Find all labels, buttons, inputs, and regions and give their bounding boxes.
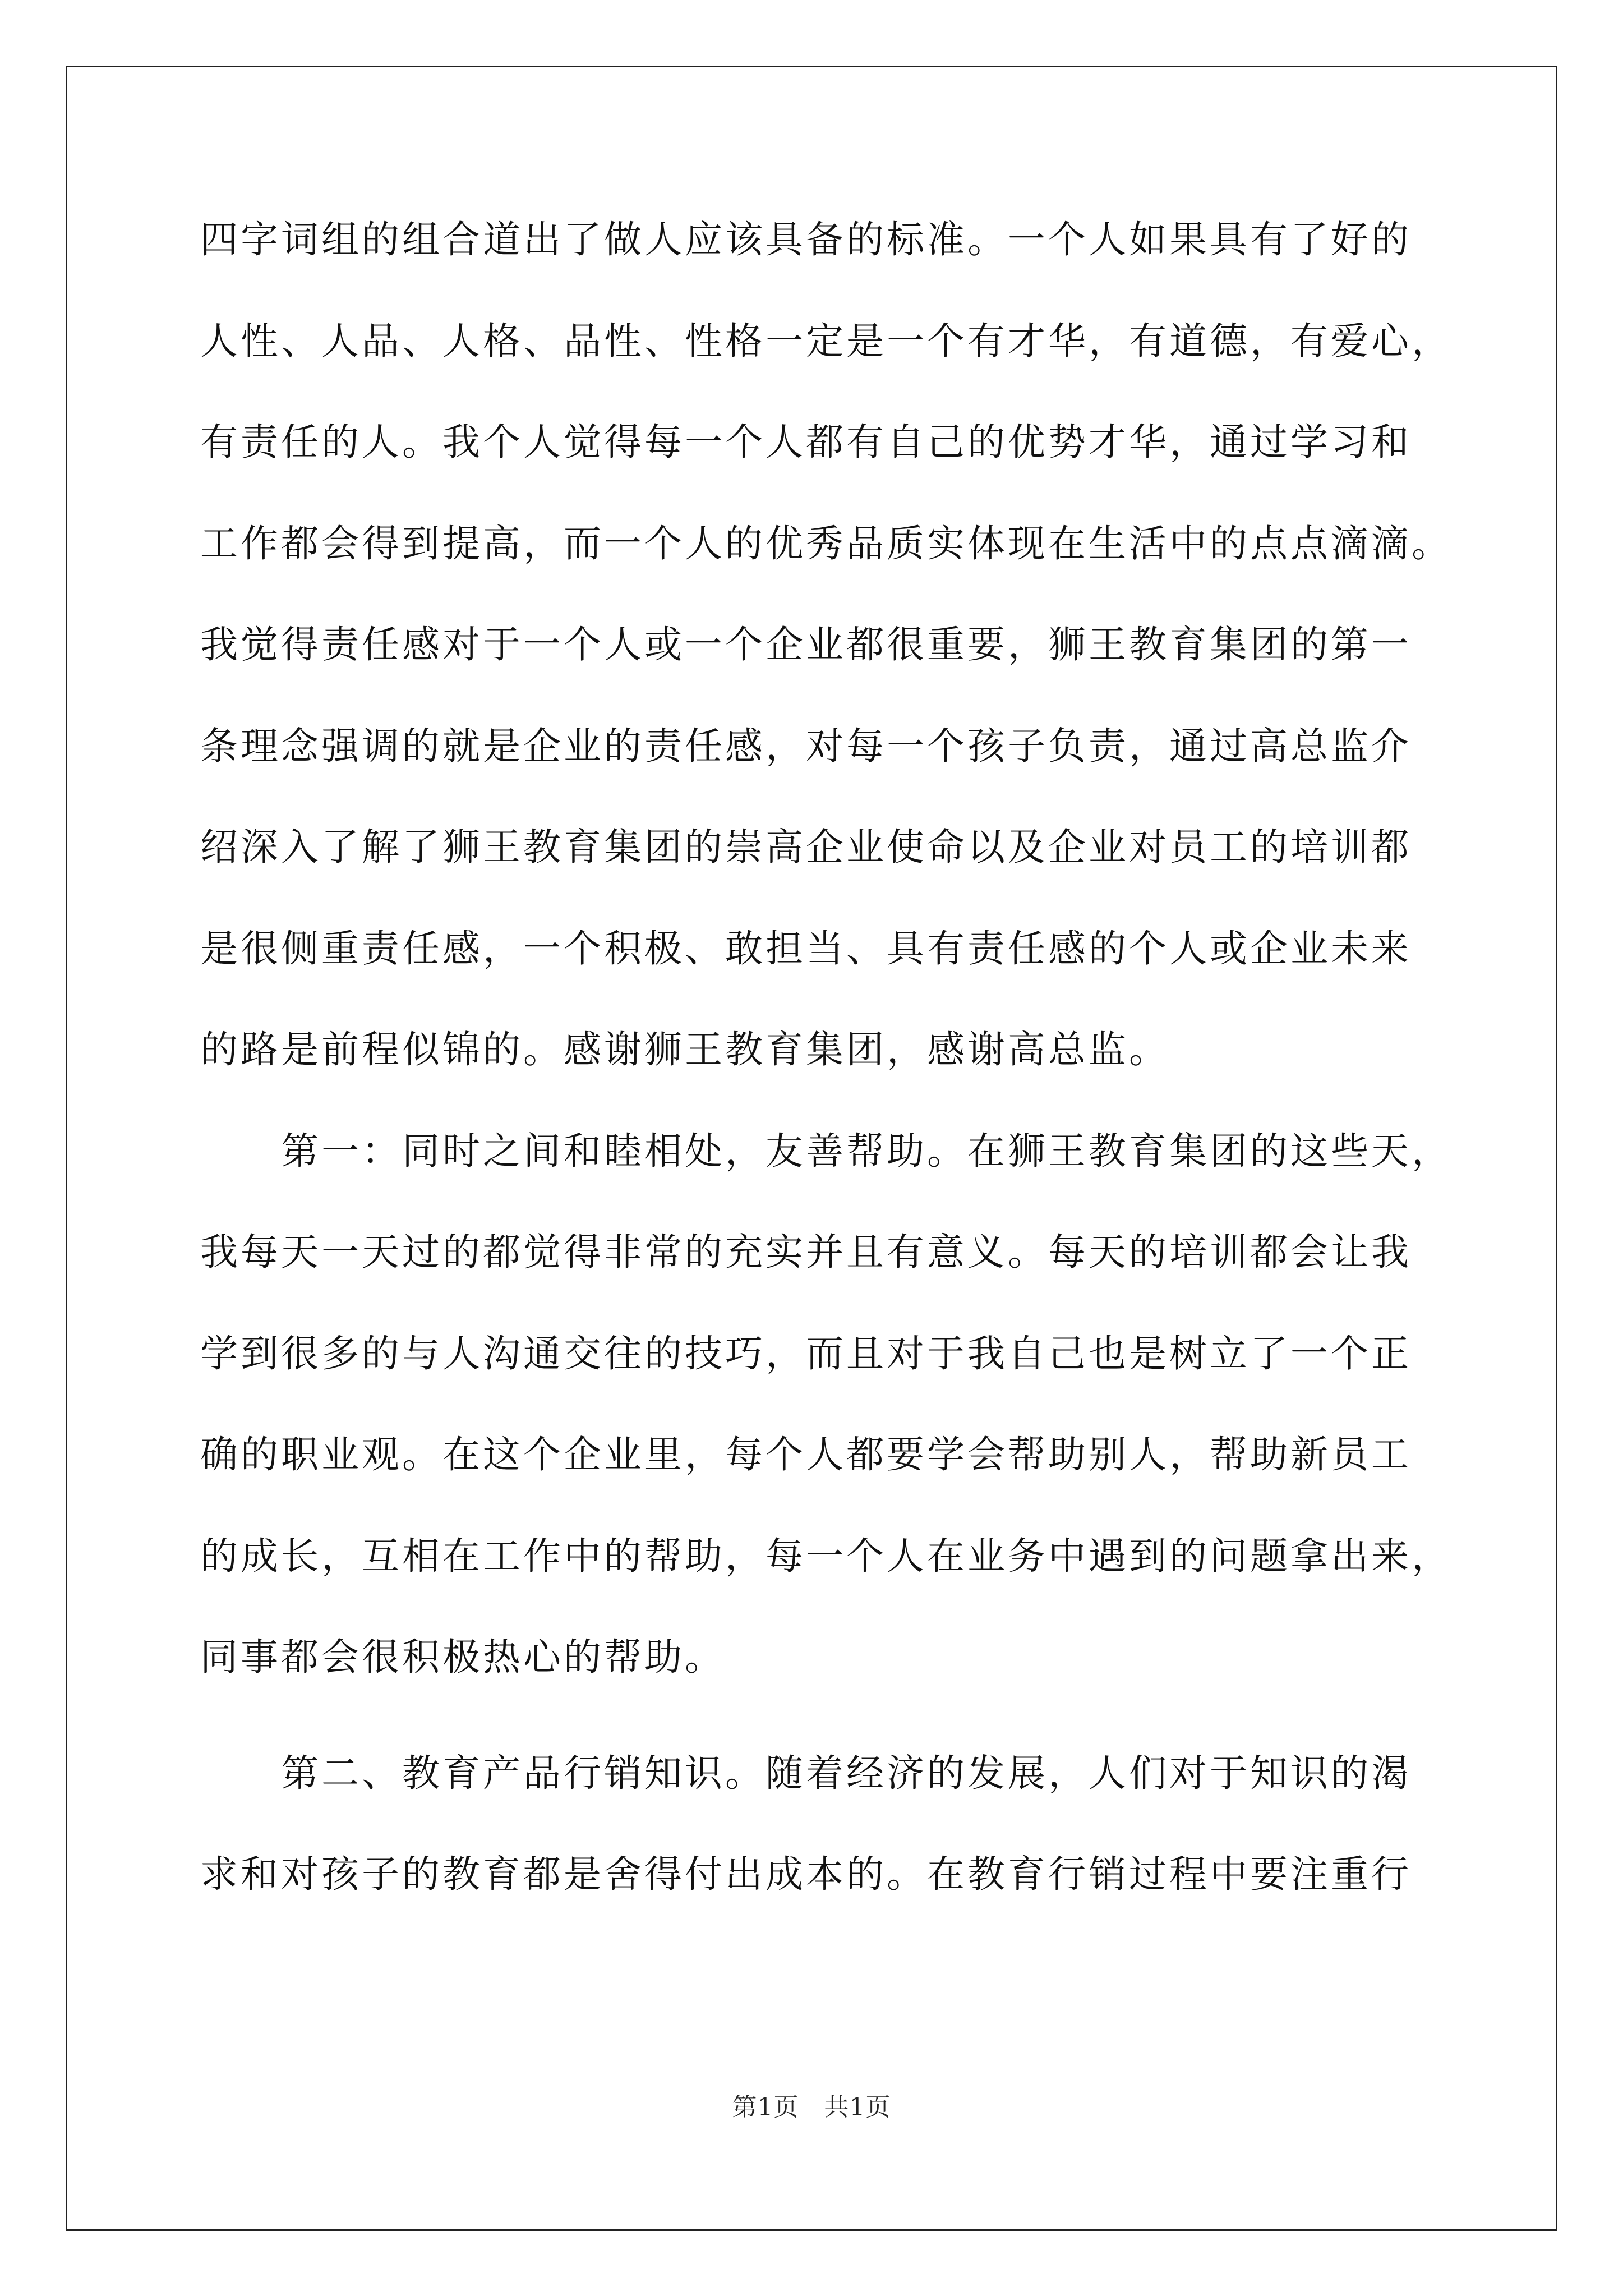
text-line: 同事都会很积极热心的帮助。 (200, 1635, 725, 1679)
text-line: 学到很多的与人沟通交往的技巧，而且对于我自己也是树立了一个正 (200, 1331, 1412, 1375)
text-line: 的成长，互相在工作中的帮助，每一个人在业务中遇到的问题拿出来， (200, 1534, 1452, 1578)
text-line: 我每天一天过的都觉得非常的充实并且有意义。每天的培训都会让我 (200, 1230, 1412, 1274)
text-line: 我觉得责任感对于一个人或一个企业都很重要，狮王教育集团的第一 (200, 623, 1412, 666)
page-footer: 第1页 共1页 (732, 2093, 891, 2122)
paragraph-start-line: 第一：同时之间和睦相处，友善帮助。在狮王教育集团的这些天， (281, 1129, 1452, 1173)
text-line: 确的职业观。在这个企业里，每个人都要学会帮助别人，帮助新员工 (200, 1433, 1412, 1476)
text-line: 绍深入了解了狮王教育集团的崇高企业使命以及企业对员工的培训都 (200, 825, 1412, 869)
text-line: 是很侧重责任感，一个积极、敢担当、具有责任感的个人或企业未来 (200, 926, 1412, 970)
document-body (200, 214, 1452, 1950)
text-line: 四字词组的组合道出了做人应该具备的标准。一个人如果具有了好的 (200, 218, 1412, 261)
text-line: 的路是前程似锦的。感谢狮王教育集团，感谢高总监。 (200, 1028, 1169, 1071)
text-line: 求和对孩子的教育都是舍得付出成本的。在教育行销过程中要注重行 (200, 1852, 1412, 1896)
text-line: 工作都会得到提高，而一个人的优秀品质实体现在生活中的点点滴滴。 (200, 521, 1452, 565)
text-line: 人性、人品、人格、品性、性格一定是一个有才华，有道德，有爱心， (200, 319, 1452, 363)
text-line: 条理念强调的就是企业的责任感，对每一个孩子负责，通过高总监介 (200, 724, 1412, 768)
paragraph-start-line: 第二、教育产品行销知识。随着经济的发展，人们对于知识的渴 (281, 1751, 1412, 1795)
text-line: 有责任的人。我个人觉得每一个人都有自己的优势才华，通过学习和 (200, 420, 1412, 464)
